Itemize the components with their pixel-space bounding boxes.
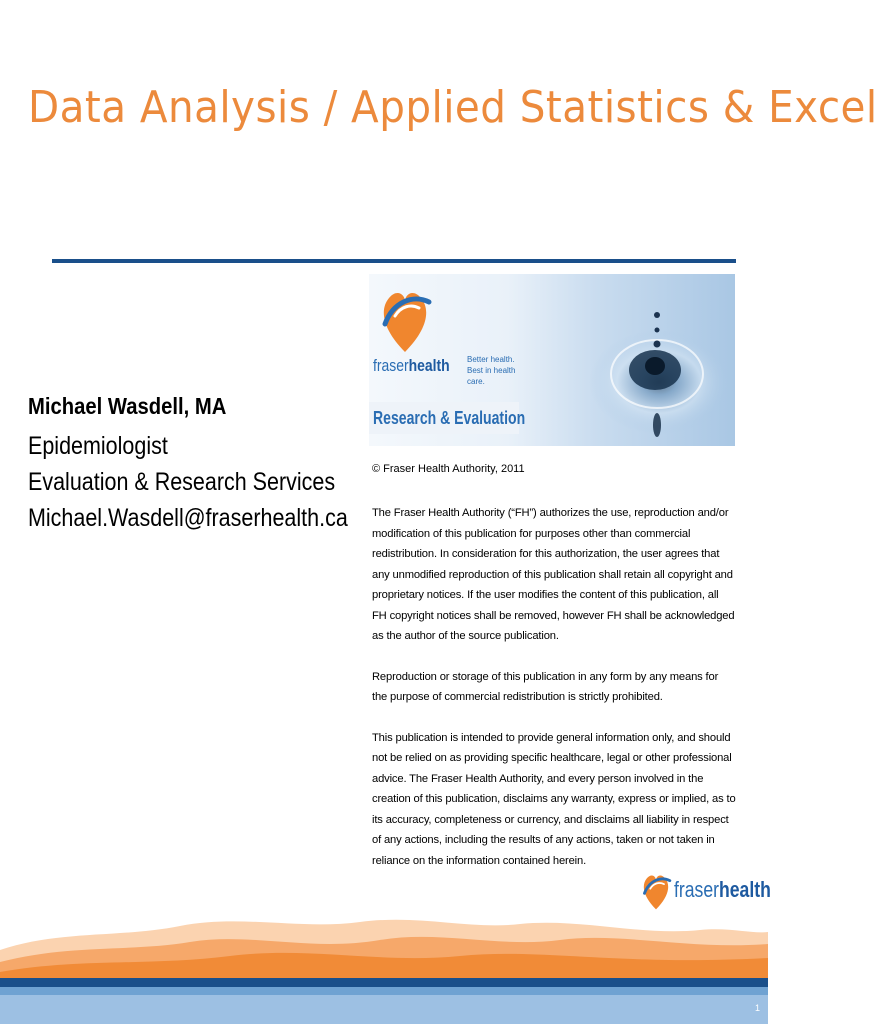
legal-paragraph: This publication is intended to provide general information only, and should not be relied on as providing specific healthcare, legal or other professional advice. The Fraser Health Authority, and every person involved in the creation of this publication, disclaims any warranty, express or implied, as to its accuracy, completeness or currency, and disclaims all liability in respect of any actions, including the results of any actions, taken or not taken in reliance on the information contained herein. xyxy=(372,731,736,867)
research-evaluation-banner xyxy=(369,274,735,446)
slide-title: Data Analysis / Applied Statistics & Excel xyxy=(28,82,878,133)
banner-wordmark: fraserhealth xyxy=(373,356,450,375)
author-department: Evaluation & Research Services xyxy=(28,468,336,496)
legal-notice xyxy=(372,503,736,891)
author-name: Michael Wasdell, MA xyxy=(28,393,227,419)
title-divider xyxy=(52,259,736,263)
author-role: Epidemiologist xyxy=(28,432,168,460)
legal-paragraph: The Fraser Health Authority (“FH”) authorizes the use, reproduction and/or modification of this publication for purposes other than commercial redistribution. In consideration for this authorization, the user agrees that any unmodified reproduction of this publication shall retain all copyright and proprietary notices. If the user modifies the content of this publication, all FH copyright notices shall be removed, however FH shall be acknowledged as the author of the source publication. xyxy=(372,507,735,642)
copyright-line: © Fraser Health Authority, 2011 xyxy=(372,463,525,475)
author-email: Michael.Wasdell@fraserhealth.ca xyxy=(28,504,348,532)
footer-landscape xyxy=(0,900,768,1024)
legal-paragraph: Reproduction or storage of this publication in any form by any means for the purpose of commercial redistribution is strictly prohibited. xyxy=(372,670,719,703)
author-block xyxy=(28,393,358,536)
heart-logo-icon xyxy=(375,280,435,360)
footer-wordmark: fraserhealth xyxy=(674,877,771,902)
banner-tagline: Better health. Best in health care. xyxy=(467,355,516,386)
page-number: 1 xyxy=(754,1003,760,1013)
banner-department: Research & Evaluation xyxy=(373,408,526,428)
mountains-graphic xyxy=(0,900,768,1024)
banner-department-strip xyxy=(369,402,526,434)
